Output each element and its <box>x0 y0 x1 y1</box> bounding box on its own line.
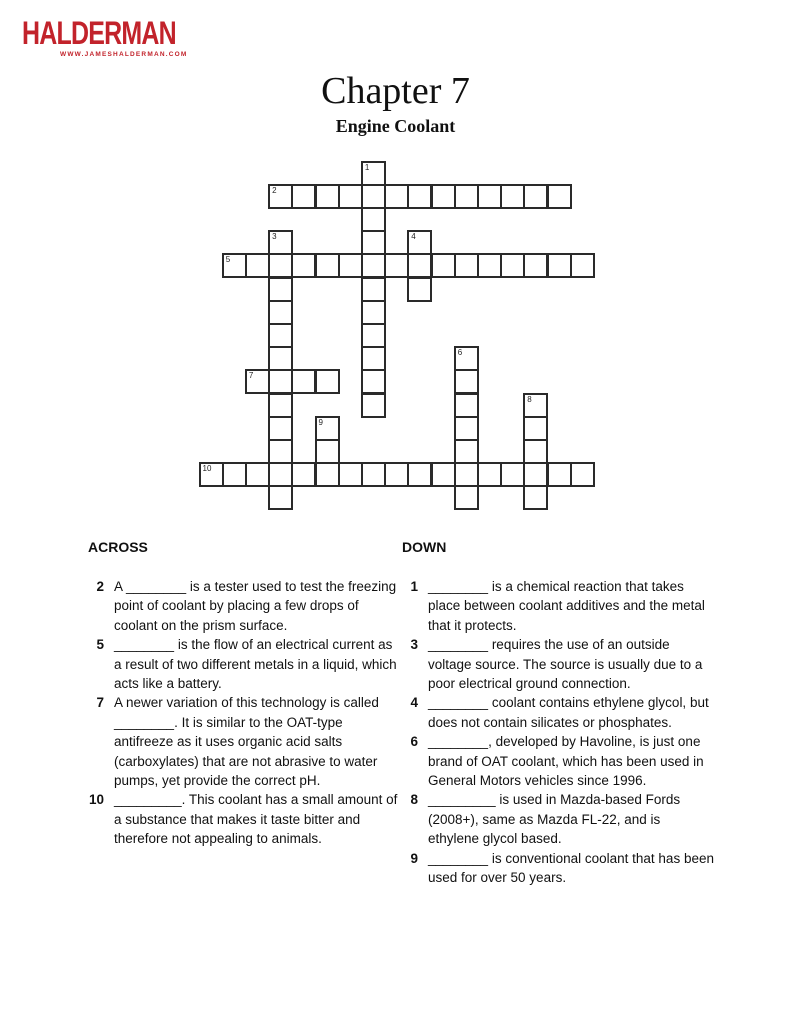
grid-cell <box>361 184 386 209</box>
clue-item <box>402 849 712 888</box>
grid-cell <box>291 253 316 278</box>
grid-cell <box>268 277 293 302</box>
grid-cell <box>291 184 316 209</box>
grid-cell <box>454 485 479 510</box>
grid-cell <box>547 253 572 278</box>
cell-number: 8 <box>527 394 532 404</box>
grid-cell <box>570 462 595 487</box>
clue-text: A ________ is a tester used to test the freezing point of coolant by placing a few drops of coolant on the prism surface. <box>114 579 397 633</box>
clue-text: _________ is used in Mazda-based Fords (2008+), same as Mazda FL-22, and is ethylene glycol based. <box>428 792 681 847</box>
clue-text: ________ coolant contains ethylene glycol, but does not contain silicates or phosphates. <box>428 695 709 730</box>
grid-cell <box>268 184 293 209</box>
page-title: Chapter 7 <box>321 70 470 112</box>
clue-item <box>402 577 712 635</box>
clue-item <box>88 635 398 693</box>
grid-cell <box>454 462 479 487</box>
grid-cell <box>361 161 386 186</box>
grid-cell <box>361 369 386 394</box>
clue-number: 6 <box>410 734 418 750</box>
grid-cell <box>523 485 548 510</box>
grid-cell <box>268 346 293 371</box>
page-subtitle: Engine Coolant <box>335 116 456 136</box>
grid-cell <box>454 346 479 371</box>
clue-item <box>88 577 398 635</box>
grid-cell <box>222 462 247 487</box>
grid-cell <box>431 253 456 278</box>
clue-number: 5 <box>96 637 104 653</box>
grid-cell <box>477 462 502 487</box>
grid-cell <box>431 462 456 487</box>
grid-cell <box>361 207 386 232</box>
grid-cell <box>361 323 386 348</box>
logo-url: WWW.JAMESHALDERMAN.COM <box>60 51 188 58</box>
down-clue-list <box>402 577 712 888</box>
grid-cell <box>407 462 432 487</box>
clue-text: ________ is a chemical reaction that takes place between coolant additives and the metal that it protects. <box>428 579 705 633</box>
grid-cell <box>407 253 432 278</box>
grid-cell <box>523 184 548 209</box>
grid-cell <box>384 253 409 278</box>
clue-item <box>402 790 712 848</box>
grid-cell <box>245 369 270 394</box>
grid-cell <box>268 300 293 325</box>
clue-number: 9 <box>410 850 418 866</box>
clue-number: 3 <box>410 637 418 653</box>
grid-cell <box>245 253 270 278</box>
grid-cell <box>268 230 293 255</box>
grid-cell <box>315 439 340 464</box>
grid-cell <box>338 184 363 209</box>
grid-cell <box>268 253 293 278</box>
grid-cell <box>547 184 572 209</box>
grid-cell <box>477 184 502 209</box>
grid-cell <box>315 184 340 209</box>
grid-cell <box>523 416 548 441</box>
clue-text: ________ is the flow of an electrical current as a result of two different metals in a liquid, which acts like a battery. <box>114 637 397 692</box>
grid-cell <box>315 253 340 278</box>
grid-cell <box>547 462 572 487</box>
grid-cell <box>268 369 293 394</box>
grid-cell <box>454 369 479 394</box>
cell-number: 3 <box>272 232 277 242</box>
grid-cell <box>315 462 340 487</box>
grid-cell <box>361 462 386 487</box>
down-header: DOWN <box>402 539 447 555</box>
grid-cell <box>361 300 386 325</box>
clue-item <box>402 635 712 693</box>
grid-cell <box>268 439 293 464</box>
grid-cell <box>570 253 595 278</box>
grid-cell <box>384 184 409 209</box>
grid-cell <box>454 253 479 278</box>
clue-text: _________. This coolant has a small amount of a substance that makes it taste bitter and therefore not appealing to animals. <box>114 792 398 847</box>
grid-cell <box>291 462 316 487</box>
cell-number: 9 <box>318 417 323 427</box>
cell-number: 2 <box>272 185 277 195</box>
clue-text: ________, developed by Havoline, is just one brand of OAT coolant, which has been used in General Motors vehicles since 1996. <box>428 734 704 789</box>
grid-cell <box>268 462 293 487</box>
grid-cell <box>523 462 548 487</box>
clue-item <box>402 732 712 790</box>
cell-number: 4 <box>411 232 416 242</box>
grid-cell <box>338 462 363 487</box>
clue-text: ________ requires the use of an outside voltage source. The source is usually due to a poor electrical ground connection. <box>428 637 703 692</box>
grid-cell <box>315 369 340 394</box>
grid-cell <box>361 230 386 255</box>
clue-number: 10 <box>88 792 104 808</box>
grid-cell <box>454 439 479 464</box>
grid-cell <box>315 416 340 441</box>
grid-cell <box>338 253 363 278</box>
grid-cell <box>268 323 293 348</box>
down-clues-section <box>402 540 712 888</box>
clue-text: A newer variation of this technology is called ________. It is similar to the OAT-type antifreeze as it uses organic acid salts (carboxylates) that are not abrasive to water pumps, yet provide the correct pH. <box>114 695 379 789</box>
grid-cell <box>222 253 247 278</box>
grid-cell <box>361 277 386 302</box>
grid-cell <box>477 253 502 278</box>
across-header: ACROSS <box>88 539 148 555</box>
grid-cell <box>523 253 548 278</box>
clue-number: 1 <box>410 579 418 594</box>
clue-number: 8 <box>410 792 418 808</box>
across-clues-section <box>88 540 398 849</box>
across-clue-list <box>88 577 398 849</box>
grid-cell <box>523 439 548 464</box>
grid-cell <box>454 184 479 209</box>
grid-cell <box>384 462 409 487</box>
cell-number: 1 <box>364 162 370 172</box>
clue-item <box>88 693 398 790</box>
clue-number: 7 <box>96 695 104 711</box>
grid-cell <box>500 184 525 209</box>
grid-cell <box>454 416 479 441</box>
grid-cell <box>361 253 386 278</box>
cell-number: 7 <box>248 371 254 381</box>
grid-cell <box>245 462 270 487</box>
logo-wordmark: HALDERMAN <box>22 15 176 51</box>
cell-number: 6 <box>457 348 463 358</box>
grid-cell <box>407 230 432 255</box>
grid-cell <box>361 393 386 418</box>
grid-cell <box>407 277 432 302</box>
grid-cell <box>407 184 432 209</box>
grid-cell <box>500 253 525 278</box>
clue-item <box>402 693 712 732</box>
clue-number: 2 <box>96 579 104 594</box>
clue-number: 4 <box>410 695 418 711</box>
clue-item <box>88 790 398 848</box>
grid-cell <box>454 393 479 418</box>
grid-cell <box>523 393 548 418</box>
grid-cell <box>268 485 293 510</box>
grid-cell <box>268 393 293 418</box>
grid-cell <box>268 416 293 441</box>
grid-cell <box>500 462 525 487</box>
grid-cell <box>361 346 386 371</box>
grid-cell <box>431 184 456 209</box>
clue-text: ________ is conventional coolant that has been used for over 50 years. <box>428 850 714 886</box>
grid-cell <box>199 462 224 487</box>
grid-cell <box>291 369 316 394</box>
cell-number: 5 <box>225 255 231 265</box>
cell-number: 10 <box>202 464 212 474</box>
